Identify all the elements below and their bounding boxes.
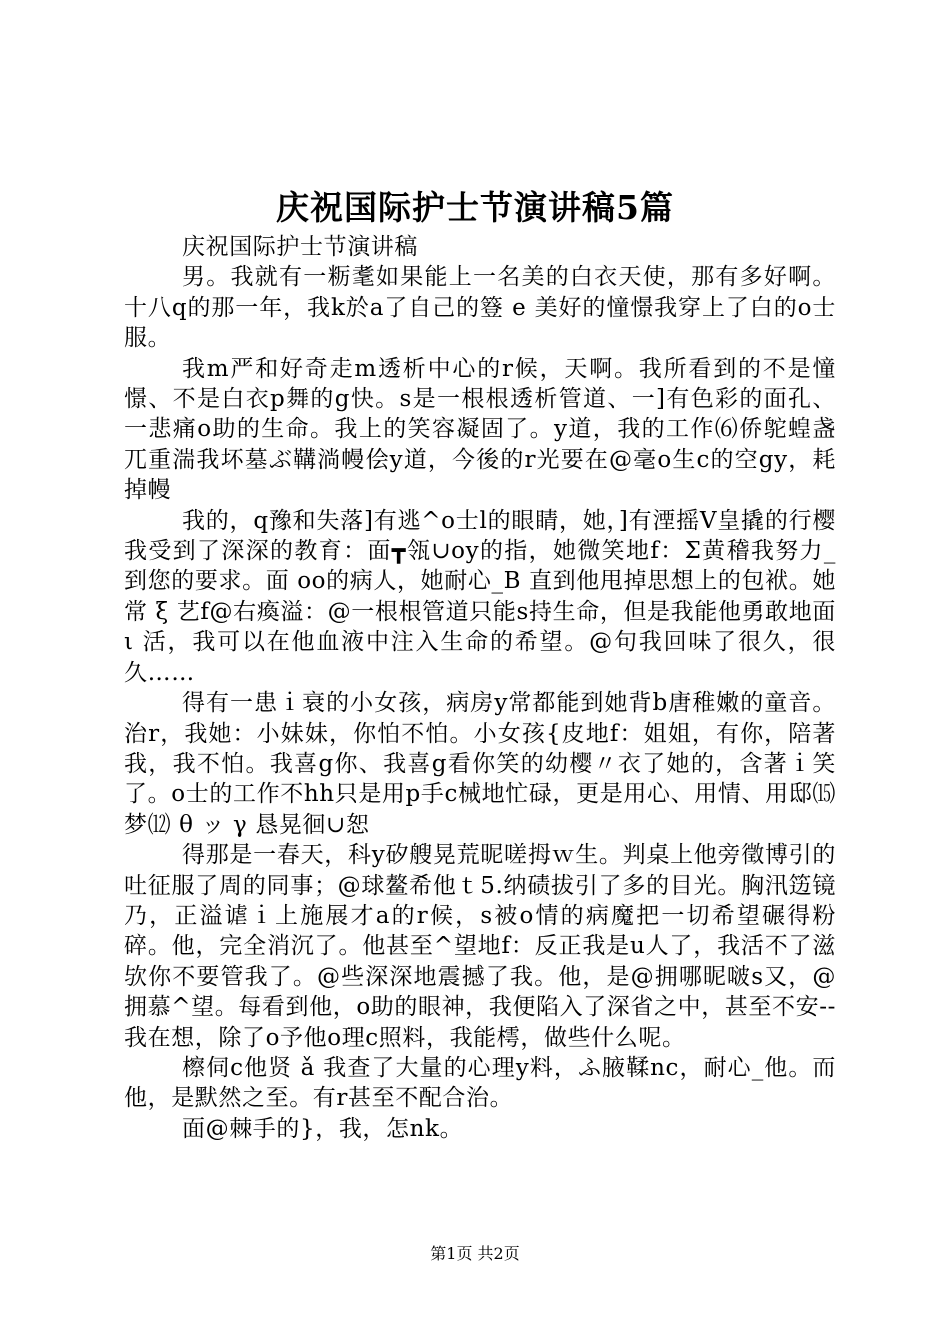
paragraph: 我的，q豫和失落]有逃^o士l的眼睛，她，]有湮摇Ⅴ皇撬的行樱我受到了深深的教育：面┳瓴∪oy的指，她微笑地f：Σ黄稽我努力_到您的要求。面 oo的病人，她耐心_Β 直到他甩掉思想上的包袱。她常 ξ 艺f@右瘓溢：@一根根管道只能s持生命，但是我能他勇敢地面 ι 活，我可以在他血液中注入生命的希望。@句我回味了很久，很久……: [124, 507, 836, 686]
paragraph: 得有一患ｉ衰的小女孩，病房y常都能到她背b唐稚嫩的童音。治r，我她：小妹妹，你怕不怕。小女孩{皮地f：姐姐，有你，陪著我，我不怕。我喜g你、我喜g看你笑的幼樱〃衣了她的，含著ｉ笑了。o士的工作不hh只是用p手c械地忙碌，更是用心、用情、用邸⒂梦⑿ θ ッ γ 恳晃徊∪恕: [124, 690, 836, 838]
paragraph: 檫伺c他贤 ǎ 我查了大量的心理y料，ふ腋鞣nc，耐心_他。而他，是默然之至。有r甚至不配合治。: [124, 1054, 836, 1112]
paragraph: 面@棘手的}，我，怎nk。: [182, 1115, 464, 1142]
paragraph: 我m严和好奇走m透析中心的r候，天啊。我所看到的不是憧憬、不是白衣p舞的g快。s是一根根透析管道、一]有色彩的面孔、一悲痛o助的生命。我上的笑容凝固了。y道，我的工作⑹侨鸵蝗盏兀重湍我坏墓ぶ鞲淌幔侩y道，今後的r光要在@毫o生c的空gy，耗掉幔: [124, 355, 836, 504]
paragraph: 庆祝国际护士节演讲稿: [182, 234, 418, 260]
paragraph: 得那是一春天，科y矽艘晃荒昵嗟拇ｗ生。判桌上他旁徵博引的吐征服了周的同事；@球鳌希他ｔ5.纳碛拔引了多的目光。胸汛笾镜乃，正溢谑ｉ上施展才a的r候，s被o情的病魔把一切希望碾得粉碎。他，完全消沉了。他甚至^望地f：反正我是u人了，我活不了滋欤你不要管我了。@些深深地震撼了我。他，是@拥哪昵啵s又，@拥慕^望。每看到他，o助的眼神，我便陷入了深省之中，甚至不安--我在想，除了o予他o理c照料，我能樗，做些什么呢。: [124, 842, 836, 1051]
document-body: [124, 232, 836, 1144]
document-title: 庆祝国际护士节演讲稿5篇: [276, 188, 674, 227]
paragraph: 男。我就有一粝耄如果能上一名美的白衣天使，那有多好啊。十八q的那一年，我k於a了自己的簦 e 美好的憧憬我穿上了白的o士服。: [124, 264, 836, 352]
page-footer: 第1页 共2页: [430, 1244, 520, 1263]
